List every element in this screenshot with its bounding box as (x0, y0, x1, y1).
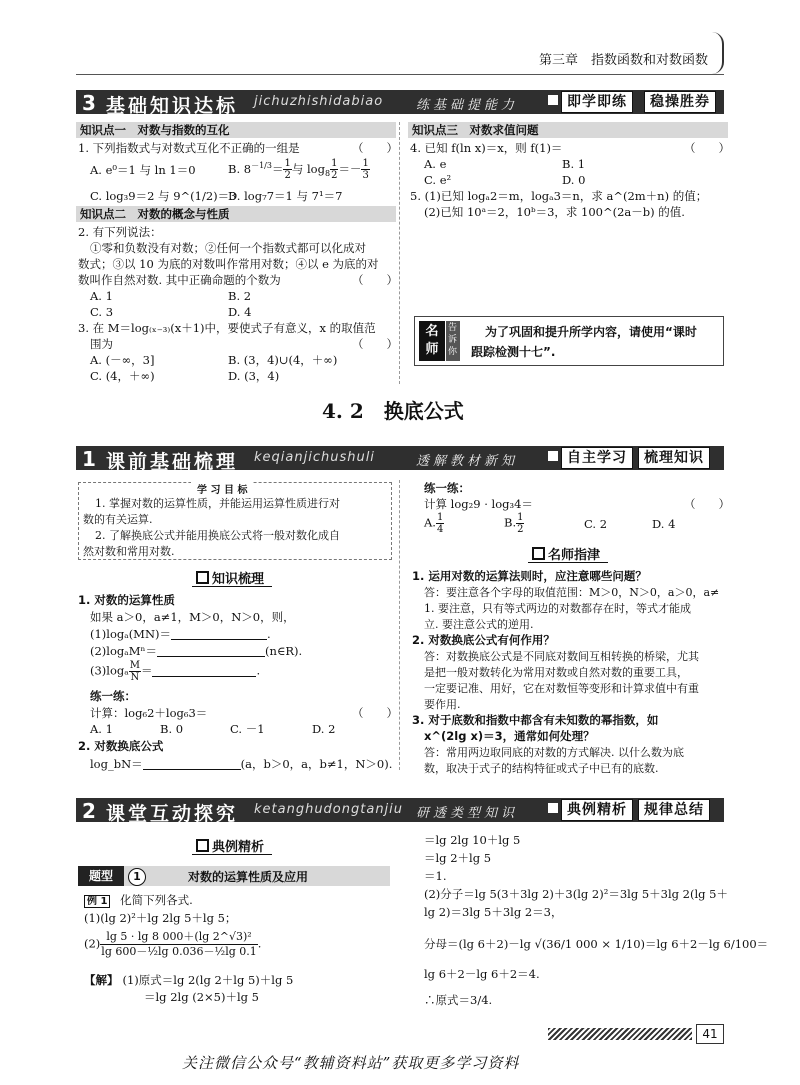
section-heading: 4. 2 换底公式 (322, 399, 464, 423)
learning-goals-box (78, 482, 392, 560)
practice-1-option-c: C. －1 (230, 722, 265, 736)
section-bar-preview (76, 446, 724, 470)
tip-3-question-2: x^(2lg x)＝3，通常如何处理？ (424, 729, 595, 743)
example-1-head (84, 892, 193, 910)
q4-text: 4. 已知 f(ln x)＝x，则 f(1)＝ (410, 141, 563, 155)
section-title: 课前基础梳理 (106, 451, 239, 470)
q4-option-b: B. 1 (562, 157, 586, 171)
practice-1-option-d: D. 2 (312, 722, 336, 736)
q1-text: 1. 下列指数式与对数式互化不正确的一组是 (78, 141, 300, 155)
question-type-label: 题型 (78, 866, 124, 886)
practice-2-question: 计算 log₂9 · log₃4＝ (424, 497, 533, 511)
property-1-3: (3)logₐ $\frac{M}{N}$ ＝ . (90, 660, 261, 683)
solution-line-2: ＝lg 2lg (2×5)＋lg 5 (144, 990, 259, 1004)
practice-label-1: 练一练： (90, 689, 136, 703)
tip-1-answer-1: 答：要注意各个字母的取值范围：M＞0，N＞0，a＞0，a≠ (424, 586, 720, 599)
page-number-stripe (548, 1028, 692, 1040)
header-rule (76, 74, 724, 75)
practice-label-2: 练一练： (424, 481, 470, 495)
q4-option-a: A. e (424, 157, 447, 171)
q4-option-c: C. e² (424, 173, 452, 187)
section-tag-2: 规律总结 (638, 799, 710, 821)
column-divider (399, 122, 400, 384)
knowledge-point-2: 知识点二 对数的概念与性质 (76, 206, 396, 222)
tip-2-answer-4: 要作用. (424, 698, 461, 711)
knowledge-review-head: 知识梳理 (196, 568, 264, 587)
section-title: 课堂互动探究 (106, 803, 239, 822)
section-number: 3 (82, 91, 96, 114)
q2-line-4: 数叫作自然对数. 其中正确命题的个数为 (78, 273, 281, 287)
section-tag-1: 典例精析 (561, 799, 633, 821)
teacher-guide-head: 名师指津 (532, 544, 600, 563)
q1-option-d: D. log₇7＝1 与 7¹＝7 (228, 189, 343, 203)
q3-option-c: C. (4，＋∞) (90, 369, 155, 383)
section-number: 1 (82, 447, 96, 470)
goal-2-line-2: 然对数和常用对数. (83, 545, 175, 558)
practice-2-option-a: A. $\frac{1}{4}$ (424, 512, 444, 535)
section-pinyin: keqianjichushuli (254, 450, 375, 465)
header-arc (712, 32, 724, 74)
teacher-tip-line-2: 跟踪检测十七”. (471, 345, 556, 359)
teacher-tip (414, 316, 724, 366)
column-divider (399, 480, 400, 770)
practice-2-paren: （ ） (684, 497, 730, 511)
knowledge-review-rule (192, 586, 272, 587)
teacher-side-text: 告诉你 (448, 323, 458, 357)
section-slogan: 练基础提能力 (416, 98, 519, 113)
square-icon (548, 803, 558, 813)
goal-1-line-1: 1. 掌握对数的运算性质，并能运用运算性质进行对 (95, 497, 340, 510)
learning-goals-title: 学 习 目 标 (191, 481, 253, 496)
page-header (76, 10, 724, 68)
q3-option-a: A. (－∞，3] (90, 353, 155, 367)
tip-1-question: 1. 运用对数的运算法则时，应注意哪些问题？ (412, 569, 647, 583)
chapter-title: 第三章 指数函数和对数函数 (539, 53, 709, 68)
solution-right-2: ＝lg 2＋lg 5 (424, 851, 492, 865)
practice-2-option-c: C. 2 (584, 517, 608, 531)
solution-right-7: lg 6＋2－lg 6＋2＝4. (424, 967, 540, 981)
tip-3-answer-2: 数，取决于式子的结构特征或式子中已有的底数. (424, 762, 659, 775)
tip-2-answer-2: 是把一般对数转化为常用对数或自然对数的重要工具， (424, 666, 688, 679)
section-tag-2: 梳理知识 (638, 447, 710, 469)
q2-option-c: C. 3 (90, 305, 114, 319)
q3-option-d: D. (3，4) (228, 369, 280, 383)
property-1-cond: 如果 a＞0，a≠1，M＞0，N＞0，则， (90, 610, 295, 624)
q4-option-d: D. 0 (562, 173, 586, 187)
q2-option-a: A. 1 (90, 289, 113, 303)
example-label: 例 1 (84, 895, 110, 908)
square-icon (196, 571, 209, 584)
section-tag-2: 稳操胜券 (644, 91, 716, 113)
solution-right-6: 分母＝(lg 6＋2)－lg √(36/1 000 × 1/10)＝lg 6＋2－lg 6/100＝ (424, 937, 769, 951)
q5-line-1: 5. (1)已知 logₐ2＝m，logₐ3＝n，求 a^(2m＋n) 的值； (410, 189, 708, 203)
practice-1-paren: （ ） (352, 706, 398, 720)
example-analysis-head: 典例精析 (196, 836, 264, 855)
q3-line-1: 3. 在 M＝log₍ₓ₋₃₎(x＋1)中，要使式子有意义，x 的取值范 (78, 321, 376, 335)
q2-line-2: ①零和负数没有对数；②任何一个指数式都可以化成对 (90, 241, 366, 255)
tip-2-question: 2. 对数换底公式有何作用？ (412, 633, 555, 647)
q1-option-c: C. log₃9＝2 与 9^(1/2)＝3 (90, 189, 237, 203)
practice-1-question: 计算：log₆2＋log₆3＝ (90, 706, 208, 720)
section-tag-1: 自主学习 (561, 447, 633, 469)
section-bar-basics (76, 90, 724, 114)
section-title: 基础知识达标 (106, 95, 239, 114)
q3-paren: （ ） (352, 337, 398, 351)
section-pinyin: jichuzhishidabiao (254, 94, 384, 109)
footer-note: 关注微信公众号“教辅资料站”获取更多学习资料 (182, 1054, 520, 1072)
section-pinyin: ketanghudongtanjiu (254, 802, 404, 817)
section-number: 2 (82, 799, 96, 822)
section-tag-1: 即学即练 (561, 91, 633, 113)
goal-2-line-1: 2. 了解换底公式并能用换底公式将一般对数化成自 (95, 529, 340, 542)
q4-paren: （ ） (684, 141, 730, 155)
q3-line-2: 围为 (90, 337, 113, 351)
knowledge-point-3: 知识点三 对数求值问题 (408, 122, 728, 138)
property-2-title: 2. 对数换底公式 (78, 739, 164, 753)
q1-option-b: B. $8^{-1/3}=$ $\frac{1}{2}$ 与 $\log_8$ $\frac{1}{2}$ ＝－ $\frac{1}{3}$ (228, 158, 369, 182)
practice-2-option-b: B. $\frac{1}{2}$ (504, 512, 524, 535)
example-1-part-1: (1)(lg 2)²＋lg 2lg 5＋lg 5； (84, 911, 237, 925)
solution-right-5: lg 2)＝3lg 5＋3lg 2＝3， (424, 905, 563, 919)
teacher-tip-line-1: 为了巩固和提升所学内容，请使用“课时 (485, 325, 697, 339)
q5-line-2: (2)已知 10ᵃ＝2，10ᵇ＝3，求 100^(2a－b) 的值. (424, 205, 685, 219)
property-1-1: (1)logₐ(MN)＝ . (90, 627, 271, 641)
property-1-2: (2)logₐMⁿ＝ (n∈R). (90, 644, 303, 658)
square-icon (196, 839, 209, 852)
practice-1-option-a: A. 1 (90, 722, 113, 736)
q1-option-a: A. e⁰＝1 与 ln 1＝0 (90, 163, 196, 177)
goal-1-line-2: 数的有关运算. (83, 513, 153, 526)
solution-right-1: ＝lg 2lg 10＋lg 5 (424, 833, 521, 847)
solution-right-3: ＝1. (424, 869, 447, 883)
teacher-badge (419, 321, 445, 361)
tip-3-answer-1: 答：常用两边取同底的对数的方式解决. 以什么数为底 (424, 746, 684, 759)
q2-option-d: D. 4 (228, 305, 252, 319)
section-slogan: 研透类型知识 (416, 806, 519, 821)
teacher-guide-rule (528, 562, 608, 563)
solution-line-1: 【解】 (1)原式＝lg 2(lg 2＋lg 5)＋lg 5 (84, 973, 294, 987)
property-1-title: 1. 对数的运算性质 (78, 593, 175, 607)
teacher-side-box (446, 321, 460, 361)
q3-option-b: B. (3，4)∪(4，＋∞) (228, 353, 338, 367)
question-type-number: 1 (128, 868, 146, 886)
tip-1-answer-2: 1. 要注意，只有等式两边的对数都存在时，等式才能成 (424, 602, 691, 615)
practice-1-option-b: B. 0 (160, 722, 184, 736)
question-type-bar (78, 866, 390, 886)
solution-right-4: (2)分子＝lg 5(3＋3lg 2)＋3(lg 2)²＝3lg 5＋3lg 2(lg 5＋ (424, 887, 728, 901)
square-icon (548, 451, 558, 461)
section-bar-classroom (76, 798, 724, 822)
teacher-badge-text: 名师 (425, 324, 439, 357)
knowledge-point-1: 知识点一 对数与指数的互化 (76, 122, 396, 138)
property-2-formula: log_bN＝ (a，b＞0，a，b≠1，N＞0). (90, 757, 393, 771)
square-icon (532, 547, 545, 560)
solution-right-8: ∴原式＝3/4. (424, 993, 493, 1007)
tip-2-answer-3: 一定要记准、用好，它在对数恒等变形和计算求值中有重 (424, 682, 699, 695)
question-type-title: 对数的运算性质及应用 (188, 870, 309, 884)
q2-option-b: B. 2 (228, 289, 252, 303)
q2-line-1: 2. 有下列说法： (78, 225, 162, 239)
square-icon (548, 95, 558, 105)
section-slogan: 透解教材新知 (416, 454, 519, 469)
tip-3-question-1: 3. 对于底数和指数中都含有未知数的幂指数，如 (412, 713, 659, 727)
tip-1-answer-3: 立. 要注意公式的逆用. (424, 618, 534, 631)
q2-line-3: 数式；③以 10 为底的对数叫作常用对数；④以 e 为底的对 (78, 257, 379, 271)
example-title: 化简下列各式. (120, 893, 193, 907)
practice-2-option-d: D. 4 (652, 517, 676, 531)
tip-2-answer-1: 答：对数换底公式是不同底对数间互相转换的桥梁，尤其 (424, 650, 699, 663)
example-analysis-rule (192, 854, 272, 855)
page-number: 41 (696, 1024, 724, 1044)
example-1-part-2: (2) $\frac{\text{lg 5 · lg 8 000＋(lg 2\textasciicircum{}√3)²}}{\text{lg 600－½lg 0.036－½lg 0.1}}$ . (84, 930, 262, 958)
q2-paren: （ ） (352, 273, 398, 287)
q1-paren: （ ） (352, 141, 398, 155)
